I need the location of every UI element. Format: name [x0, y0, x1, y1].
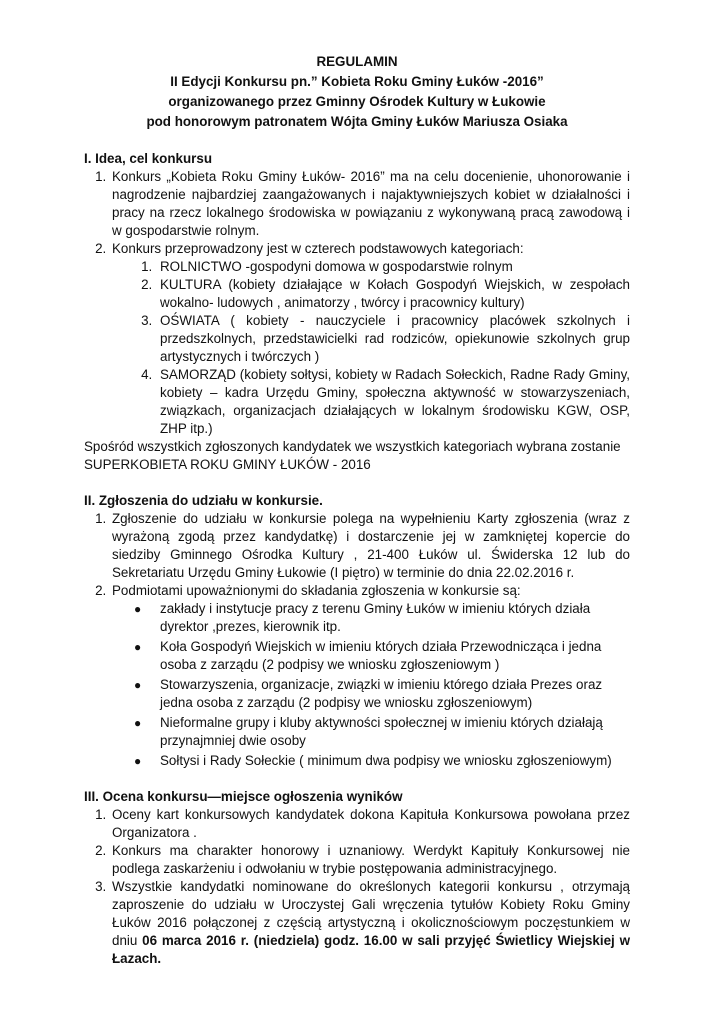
doc-title: REGULAMIN — [316, 54, 398, 69]
section-title: II. Zgłoszenia do udziału w konkursie. — [84, 493, 323, 508]
section-evaluation — [84, 788, 630, 968]
closing-text: Spośród wszystkich zgłoszonych kandydatek we wszystkich kategoriach wybrana zostanie — [84, 439, 621, 454]
bullet-text: Koła Gospodyń Wiejskich w imieniu których działa Przewodnicząca i jedna osoba z zarządu (2 podpisy we wniosku zgłoszeniowym ) — [160, 639, 602, 672]
list-item-text: Konkurs przeprowadzony jest w czterech podstawowych kategoriach: — [112, 241, 524, 256]
category-item: 4. SAMORZĄD (kobiety sołtysi, kobiety w Radach Sołeckich, Radne Rady Gminy, kobiety – kadra Urzędu Gminy, społeczna aktywność w stowarzyszeniach, związkach, organizacjach działających w lokalnym środowisku KGW, OSP, ZHP itp.) — [156, 366, 630, 438]
category-list — [112, 258, 630, 438]
bullet-list — [112, 600, 630, 770]
section-title: III. Ocena konkursu—miejsce ogłoszenia wyników — [84, 789, 403, 804]
bullet-icon: ● — [134, 716, 142, 730]
list-item: 1. Zgłoszenie do udziału w konkursie polega na wypełnieniu Karty zgłoszenia (wraz z wyrażoną zgodą przez kandydatkę) i dostarczenie jej w zamkniętej kopercie do siedziby Gminnego Ośrodka Kultury , 21-400 Łuków ul. Świderska 12 lub do Sekretariatu Urzędu Gminy Łukowie (I piętro) w terminie do dnia 22.02.2016 r. — [110, 510, 630, 582]
list-item — [110, 582, 630, 770]
category-item: 3. OŚWIATA ( kobiety - nauczyciele i pracownicy placówek szkolnych i przedszkolnych, przedstawicielki rad rodziców, opiekunowie szkolnych grup artystycznych i twórczych ) — [156, 312, 630, 366]
bullet-icon: ● — [134, 678, 142, 692]
gala-date-venue: 06 marca 2016 r. (niedziela) godz. 16.00 w sali przyjęć Świetlicy Wiejskiej w Łazach. — [112, 933, 630, 966]
section-title: I. Idea, cel konkursu — [84, 151, 213, 166]
bullet-text: Sołtysi i Rady Sołeckie ( minimum dwa podpisy we wniosku zgłoszeniowym) — [160, 753, 612, 768]
bullet-item — [134, 752, 630, 770]
bullet-text: zakłady i instytucje pracy z terenu Gminy Łuków w imieniu których działa dyrektor ,prezes, kierownik itp. — [160, 601, 591, 634]
document-header — [84, 52, 630, 132]
section-submissions — [84, 492, 630, 770]
list-item-text: Wszystkie kandydatki nominowane do określonych kategorii konkursu , otrzymają zaproszenie do udziału w Uroczystej Gali wręczenia tytułów Kobiety Roku Gminy Łuków 2016 połączonej z częścią artystyczną i okolicznościowym poczęstunkiem w dniu — [112, 879, 630, 948]
doc-subtitle: II Edycji Konkursu pn.” Kobieta Roku Gminy Łuków -2016” — [170, 74, 544, 89]
bullet-item — [134, 676, 630, 712]
bullet-item — [134, 638, 630, 674]
doc-patronage: pod honorowym patronatem Wójta Gminy Łuków Mariusza Osiaka — [146, 114, 568, 129]
list-item — [110, 240, 630, 438]
category-item: 2. KULTURA (kobiety działające w Kołach Gospodyń Wiejskich, w zespołach wokalno- ludowych , animatorzy , twórcy i pracownicy kultury) — [156, 276, 630, 312]
numbered-list — [84, 168, 630, 438]
section-idea — [84, 150, 630, 474]
bullet-icon: ● — [134, 602, 142, 616]
list-item: 2. Konkurs ma charakter honorowy i uznaniowy. Werdykt Kapituły Konkursowej nie podlega zaskarżeniu i odwołaniu w trybie postępowania administracyjnego. — [110, 842, 630, 878]
numbered-list — [84, 806, 630, 968]
list-item-text: Podmiotami upoważnionymi do składania zgłoszenia w konkursie są: — [112, 583, 521, 598]
superkobieta-title: SUPERKOBIETA ROKU GMINY ŁUKÓW - 2016 — [84, 457, 371, 472]
numbered-list — [84, 510, 630, 770]
category-item: 1. ROLNICTWO -gospodyni domowa w gospodarstwie rolnym — [156, 258, 630, 276]
list-item — [110, 878, 630, 968]
bullet-icon: ● — [134, 754, 142, 768]
bullet-text: Stowarzyszenia, organizacje, związki w imieniu którego działa Prezes oraz jedna osoba z zarządu (2 podpisy we wniosku zgłoszeniowym) — [160, 677, 603, 710]
list-item: 1. Oceny kart konkursowych kandydatek dokona Kapituła Konkursowa powołana przez Organizatora . — [110, 806, 630, 842]
bullet-item — [134, 600, 630, 636]
list-item: 1. Konkurs „Kobieta Roku Gminy Łuków- 2016” ma na celu docenienie, uhonorowanie i nagrodzenie najbardziej zaangażowanych i najaktywniejszych kobiet w działalności i pracy na rzecz lokalnego środowiska w powiązaniu z wykonywaną pracą zawodową i w gospodarstwie rolnym. — [110, 168, 630, 240]
doc-organizer: organizowanego przez Gminny Ośrodek Kultury w Łukowie — [168, 94, 546, 109]
bullet-item — [134, 714, 630, 750]
bullet-text: Nieformalne grupy i kluby aktywności społecznej w imieniu których działają przynajmniej dwie osoby — [160, 715, 603, 748]
bullet-icon: ● — [134, 640, 142, 654]
